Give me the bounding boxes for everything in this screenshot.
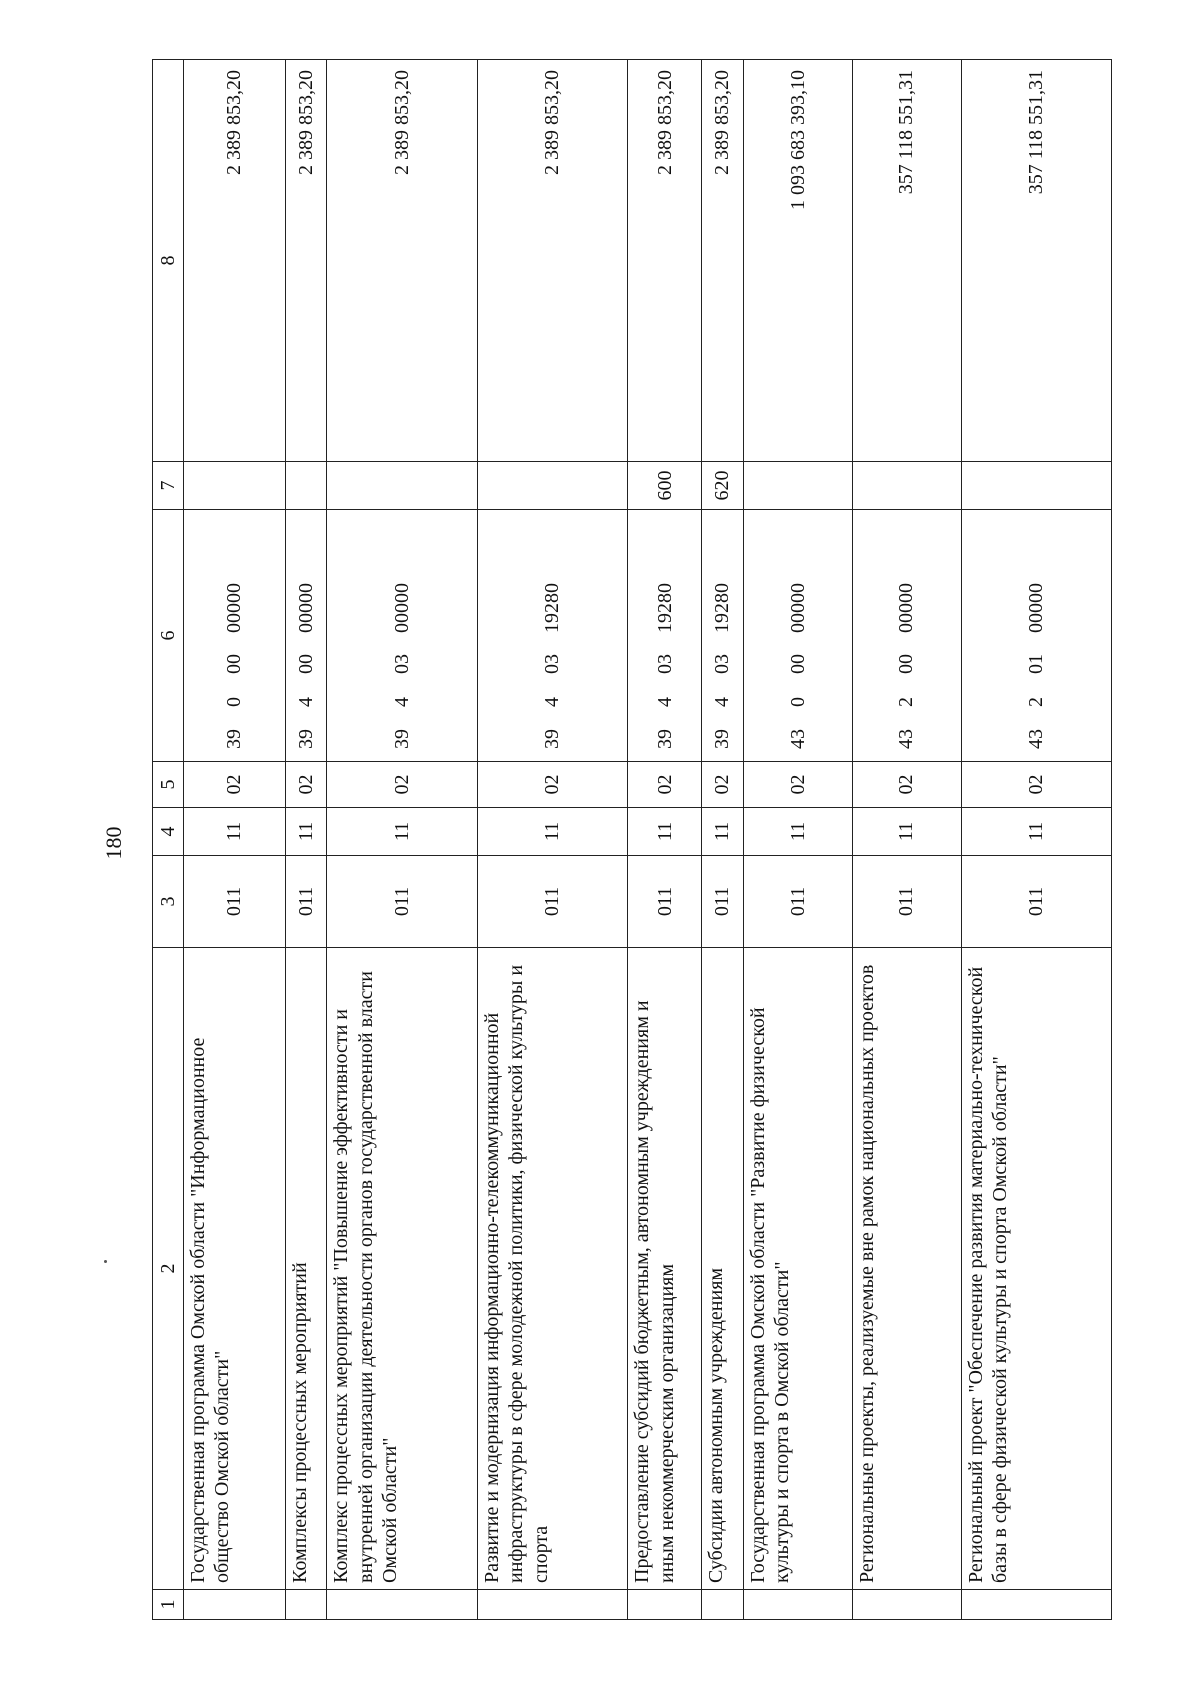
row-number-cell xyxy=(327,1590,477,1620)
expense-type-cell xyxy=(961,462,1111,510)
subsection-code-cell: 02 xyxy=(852,762,961,808)
target-article-part: 19280 xyxy=(653,583,676,633)
table-row xyxy=(852,60,961,1620)
ministry-code-cell: 011 xyxy=(184,856,286,948)
target-article-part: 43 xyxy=(895,729,918,749)
ministry-code-cell: 011 xyxy=(743,856,852,948)
target-article-part: 00000 xyxy=(390,583,413,633)
expense-type-cell xyxy=(327,462,477,510)
target-article-part: 4 xyxy=(541,697,564,707)
target-article-part: 00000 xyxy=(294,583,317,633)
header-cell: 3 xyxy=(153,856,184,948)
target-article-part: 00000 xyxy=(895,583,918,633)
row-number-cell xyxy=(702,1590,744,1620)
section-code-cell: 11 xyxy=(285,808,327,856)
target-article-cell xyxy=(743,510,852,762)
target-article-part: 39 xyxy=(223,729,246,749)
scan-artifact xyxy=(104,1260,107,1263)
target-article-part: 03 xyxy=(711,654,734,674)
subsection-code-cell: 02 xyxy=(327,762,477,808)
expense-type-cell xyxy=(743,462,852,510)
target-article-part: 00 xyxy=(294,654,317,674)
section-code-cell: 11 xyxy=(702,808,744,856)
target-article-part: 00000 xyxy=(1025,583,1048,633)
item-name-cell: Региональные проекты, реализуемые вне рамок национальных проектов xyxy=(852,948,961,1590)
target-article-part: 00 xyxy=(223,654,246,674)
expense-type-cell xyxy=(852,462,961,510)
table-row xyxy=(184,60,286,1620)
subsection-code-cell: 02 xyxy=(961,762,1111,808)
table-row xyxy=(285,60,327,1620)
subsection-code-cell: 02 xyxy=(702,762,744,808)
item-name-cell: Комплекс процессных мероприятий "Повышение эффективности и внутренней организации деятельности органов государственной власти Омской области" xyxy=(327,948,477,1590)
target-article-part: 19280 xyxy=(711,583,734,633)
section-code-cell: 11 xyxy=(852,808,961,856)
target-article-parts xyxy=(478,510,627,761)
item-name-cell: Субсидии автономным учреждениям xyxy=(702,948,744,1590)
section-code-cell: 11 xyxy=(628,808,702,856)
target-article-part: 39 xyxy=(541,729,564,749)
target-article-part: 39 xyxy=(711,729,734,749)
target-article-cell xyxy=(852,510,961,762)
target-article-part: 03 xyxy=(541,654,564,674)
ministry-code-cell: 011 xyxy=(628,856,702,948)
expense-type-cell xyxy=(477,462,627,510)
section-code-cell: 11 xyxy=(961,808,1111,856)
target-article-part: 00 xyxy=(786,654,809,674)
ministry-code-cell: 011 xyxy=(477,856,627,948)
row-number-cell xyxy=(477,1590,627,1620)
target-article-cell xyxy=(285,510,327,762)
ministry-code-cell: 011 xyxy=(285,856,327,948)
target-article-part: 39 xyxy=(294,729,317,749)
row-number-cell xyxy=(852,1590,961,1620)
subsection-code-cell: 02 xyxy=(285,762,327,808)
target-article-parts xyxy=(962,510,1111,761)
subsection-code-cell: 02 xyxy=(184,762,286,808)
target-article-part: 00000 xyxy=(223,583,246,633)
header-cell: 4 xyxy=(153,808,184,856)
target-article-parts xyxy=(628,510,701,761)
target-article-part: 2 xyxy=(1025,697,1048,707)
amount-cell: 2 389 853,20 xyxy=(327,60,477,462)
table-row xyxy=(743,60,852,1620)
row-number-cell xyxy=(743,1590,852,1620)
expense-type-cell xyxy=(184,462,286,510)
target-article-part: 2 xyxy=(895,697,918,707)
target-article-cell xyxy=(184,510,286,762)
ministry-code-cell: 011 xyxy=(327,856,477,948)
item-name-cell: Региональный проект "Обеспечение развития материально-технической базы в сфере физической культуры и спорта Омской области" xyxy=(961,948,1111,1590)
ministry-code-cell: 011 xyxy=(702,856,744,948)
subsection-code-cell: 02 xyxy=(743,762,852,808)
item-name-cell: Предоставление субсидий бюджетным, автономным учреждениям и иным некоммерческим организациям xyxy=(628,948,702,1590)
target-article-part: 03 xyxy=(390,654,413,674)
page-number: 180 xyxy=(101,826,126,860)
amount-cell: 1 093 683 393,10 xyxy=(743,60,852,462)
ministry-code-cell: 011 xyxy=(852,856,961,948)
header-cell: 6 xyxy=(153,510,184,762)
budget-table xyxy=(152,59,1112,1620)
header-cell: 5 xyxy=(153,762,184,808)
table-row xyxy=(961,60,1111,1620)
amount-cell: 2 389 853,20 xyxy=(184,60,286,462)
target-article-cell xyxy=(702,510,744,762)
table-row xyxy=(327,60,477,1620)
target-article-parts xyxy=(744,510,852,761)
target-article-part: 4 xyxy=(294,697,317,707)
amount-cell: 357 118 551,31 xyxy=(961,60,1111,462)
row-number-cell xyxy=(628,1590,702,1620)
amount-cell: 2 389 853,20 xyxy=(477,60,627,462)
expense-type-cell: 600 xyxy=(628,462,702,510)
amount-cell: 357 118 551,31 xyxy=(852,60,961,462)
rotated-table-wrapper xyxy=(152,60,1112,1620)
target-article-part: 01 xyxy=(1025,654,1048,674)
target-article-part: 03 xyxy=(653,654,676,674)
target-article-part: 0 xyxy=(786,697,809,707)
header-cell: 2 xyxy=(153,948,184,1590)
amount-cell: 2 389 853,20 xyxy=(628,60,702,462)
target-article-part: 00 xyxy=(895,654,918,674)
row-number-cell xyxy=(184,1590,286,1620)
target-article-cell xyxy=(327,510,477,762)
target-article-part: 43 xyxy=(1025,729,1048,749)
subsection-code-cell: 02 xyxy=(628,762,702,808)
ministry-code-cell: 011 xyxy=(961,856,1111,948)
header-cell: 7 xyxy=(153,462,184,510)
subsection-code-cell: 02 xyxy=(477,762,627,808)
amount-cell: 2 389 853,20 xyxy=(702,60,744,462)
item-name-cell: Комплексы процессных мероприятий xyxy=(285,948,327,1590)
target-article-part: 0 xyxy=(223,697,246,707)
target-article-part: 4 xyxy=(711,697,734,707)
section-code-cell: 11 xyxy=(743,808,852,856)
item-name-cell: Государственная программа Омской области "Информационное общество Омской области" xyxy=(184,948,286,1590)
target-article-parts xyxy=(184,510,285,761)
target-article-parts xyxy=(853,510,961,761)
target-article-cell xyxy=(628,510,702,762)
target-article-parts xyxy=(327,510,476,761)
target-article-part: 39 xyxy=(390,729,413,749)
amount-cell: 2 389 853,20 xyxy=(285,60,327,462)
table-row xyxy=(477,60,627,1620)
section-code-cell: 11 xyxy=(477,808,627,856)
table-row xyxy=(628,60,702,1620)
section-code-cell: 11 xyxy=(184,808,286,856)
header-row xyxy=(153,60,184,1620)
target-article-part: 43 xyxy=(786,729,809,749)
target-article-part: 00000 xyxy=(786,583,809,633)
header-cell: 8 xyxy=(153,60,184,462)
row-number-cell xyxy=(285,1590,327,1620)
target-article-part: 19280 xyxy=(541,583,564,633)
header-cell: 1 xyxy=(153,1590,184,1620)
item-name-cell: Развитие и модернизация информационно-телекоммуникационной инфраструктуры в сфере молодежной политики, физической культуры и спорта xyxy=(477,948,627,1590)
target-article-part: 4 xyxy=(390,697,413,707)
target-article-part: 39 xyxy=(653,729,676,749)
target-article-part: 4 xyxy=(653,697,676,707)
table-row xyxy=(702,60,744,1620)
expense-type-cell xyxy=(285,462,327,510)
target-article-parts xyxy=(702,510,743,761)
target-article-parts xyxy=(286,510,327,761)
target-article-cell xyxy=(477,510,627,762)
row-number-cell xyxy=(961,1590,1111,1620)
expense-type-cell: 620 xyxy=(702,462,744,510)
section-code-cell: 11 xyxy=(327,808,477,856)
item-name-cell: Государственная программа Омской области "Развитие физической культуры и спорта в Омской области" xyxy=(743,948,852,1590)
target-article-cell xyxy=(961,510,1111,762)
